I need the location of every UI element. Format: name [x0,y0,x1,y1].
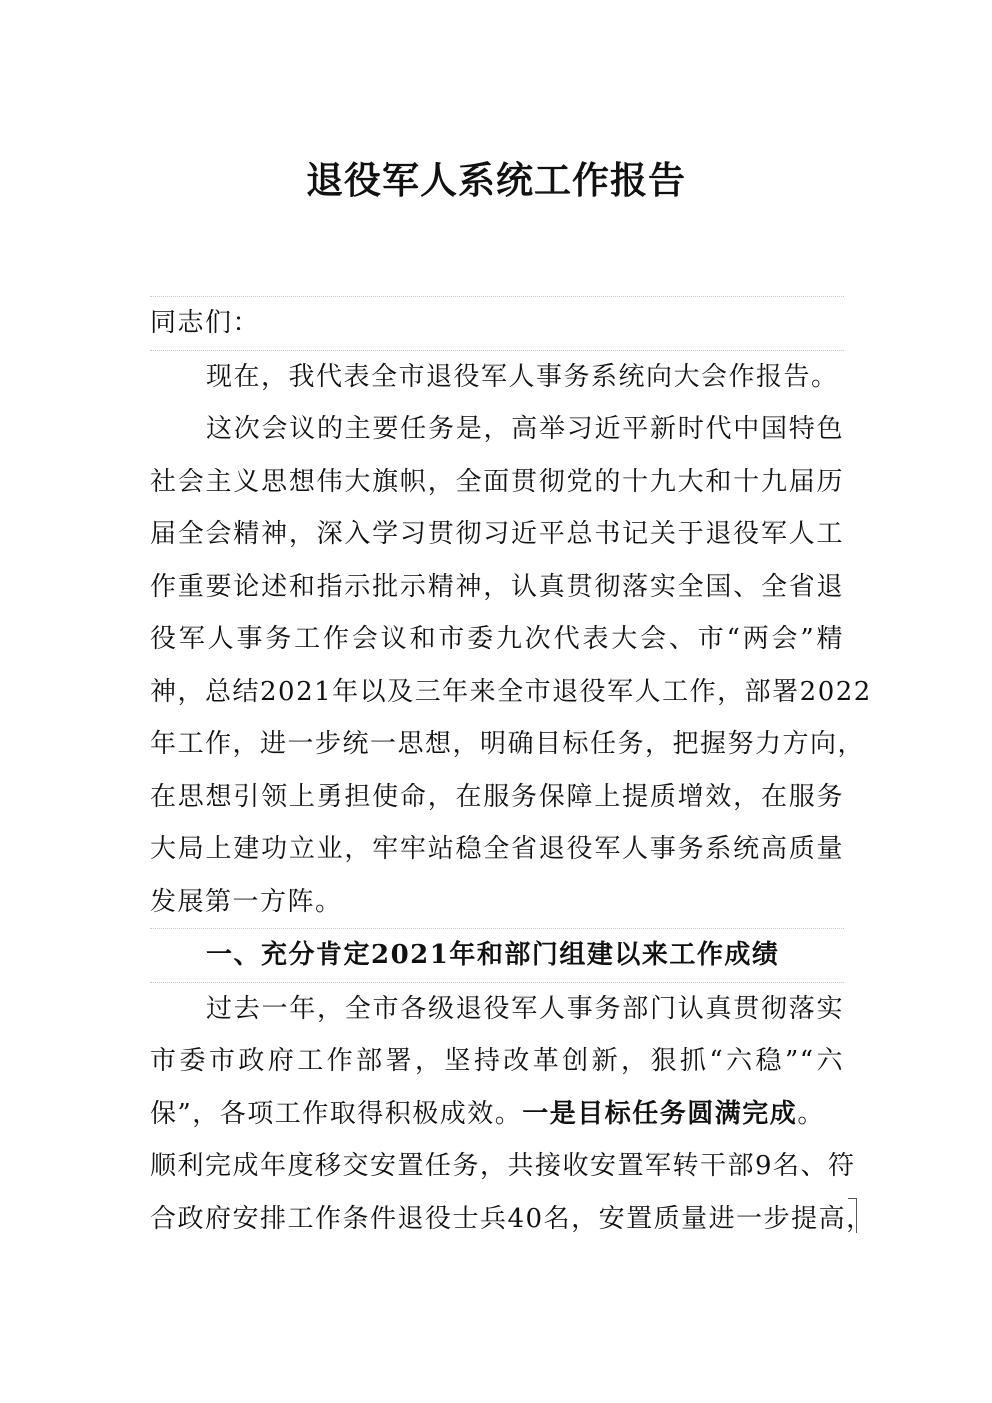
section-heading: 一、充分肯定2021年和部门组建以来工作成绩 [150,929,844,983]
salutation: 同志们： [150,296,844,351]
paragraph-line: 年工作，进一步统一思想，明确目标任务，把握努力方向， [150,729,866,759]
highlight-text: 一是目标任务圆满完成 [522,1098,798,1129]
document-title: 退役军人系统工作报告 [306,158,686,202]
document-body [150,296,874,1245]
paragraph-text: 。 [797,1098,825,1129]
paragraph-line: 在思想引领上勇担使命，在服务保障上提质增效，在服务 [150,781,844,812]
paragraph-line: 顺利完成年度移交安置任务，共接收安置军转干部9名、符 [150,1151,856,1181]
paragraph-line: 发展第一方阵。 [150,876,844,930]
paragraph-line: 现在，我代表全市退役军人事务系统向大会作报告。 [206,361,839,392]
paragraph-line: 市委市政府工作部署，坚持改革创新，狠抓“六稳”“六 [150,1046,844,1076]
paragraph-line: 这次会议的主要任务是，高举习近平新时代中国特色 [206,414,844,444]
paragraph-line: 役军人事务工作会议和市委九次代表大会、市“两会”精 [150,624,844,654]
paragraph-text: 保”，各项工作取得积极成效。 [150,1098,523,1129]
paragraph-line: 作重要论述和指示批示精神，认真贯彻落实全国、全省退 [150,571,844,602]
paragraph-line: 过去一年，全市各级退役军人事务部门认真贯彻落实 [206,993,844,1024]
paragraph-line: 届全会精神，深入学习贯彻习近平总书记关于退役军人工 [150,519,844,549]
text-boundary-mark [848,1198,857,1233]
paragraph-line: 神，总结2021年以及三年来全市退役军人工作，部署2022 [150,676,872,707]
paragraph-line: 合政府安排工作条件退役士兵40名，安置质量进一步提高， [150,1203,874,1234]
paragraph-line: 大局上建功立业，牢牢站稳全省退役军人事务系统高质量 [150,834,844,864]
paragraph-line: 社会主义思想伟大旗帜，全面贯彻党的十九大和十九届历 [150,466,844,497]
paragraph-line [150,1088,844,1141]
